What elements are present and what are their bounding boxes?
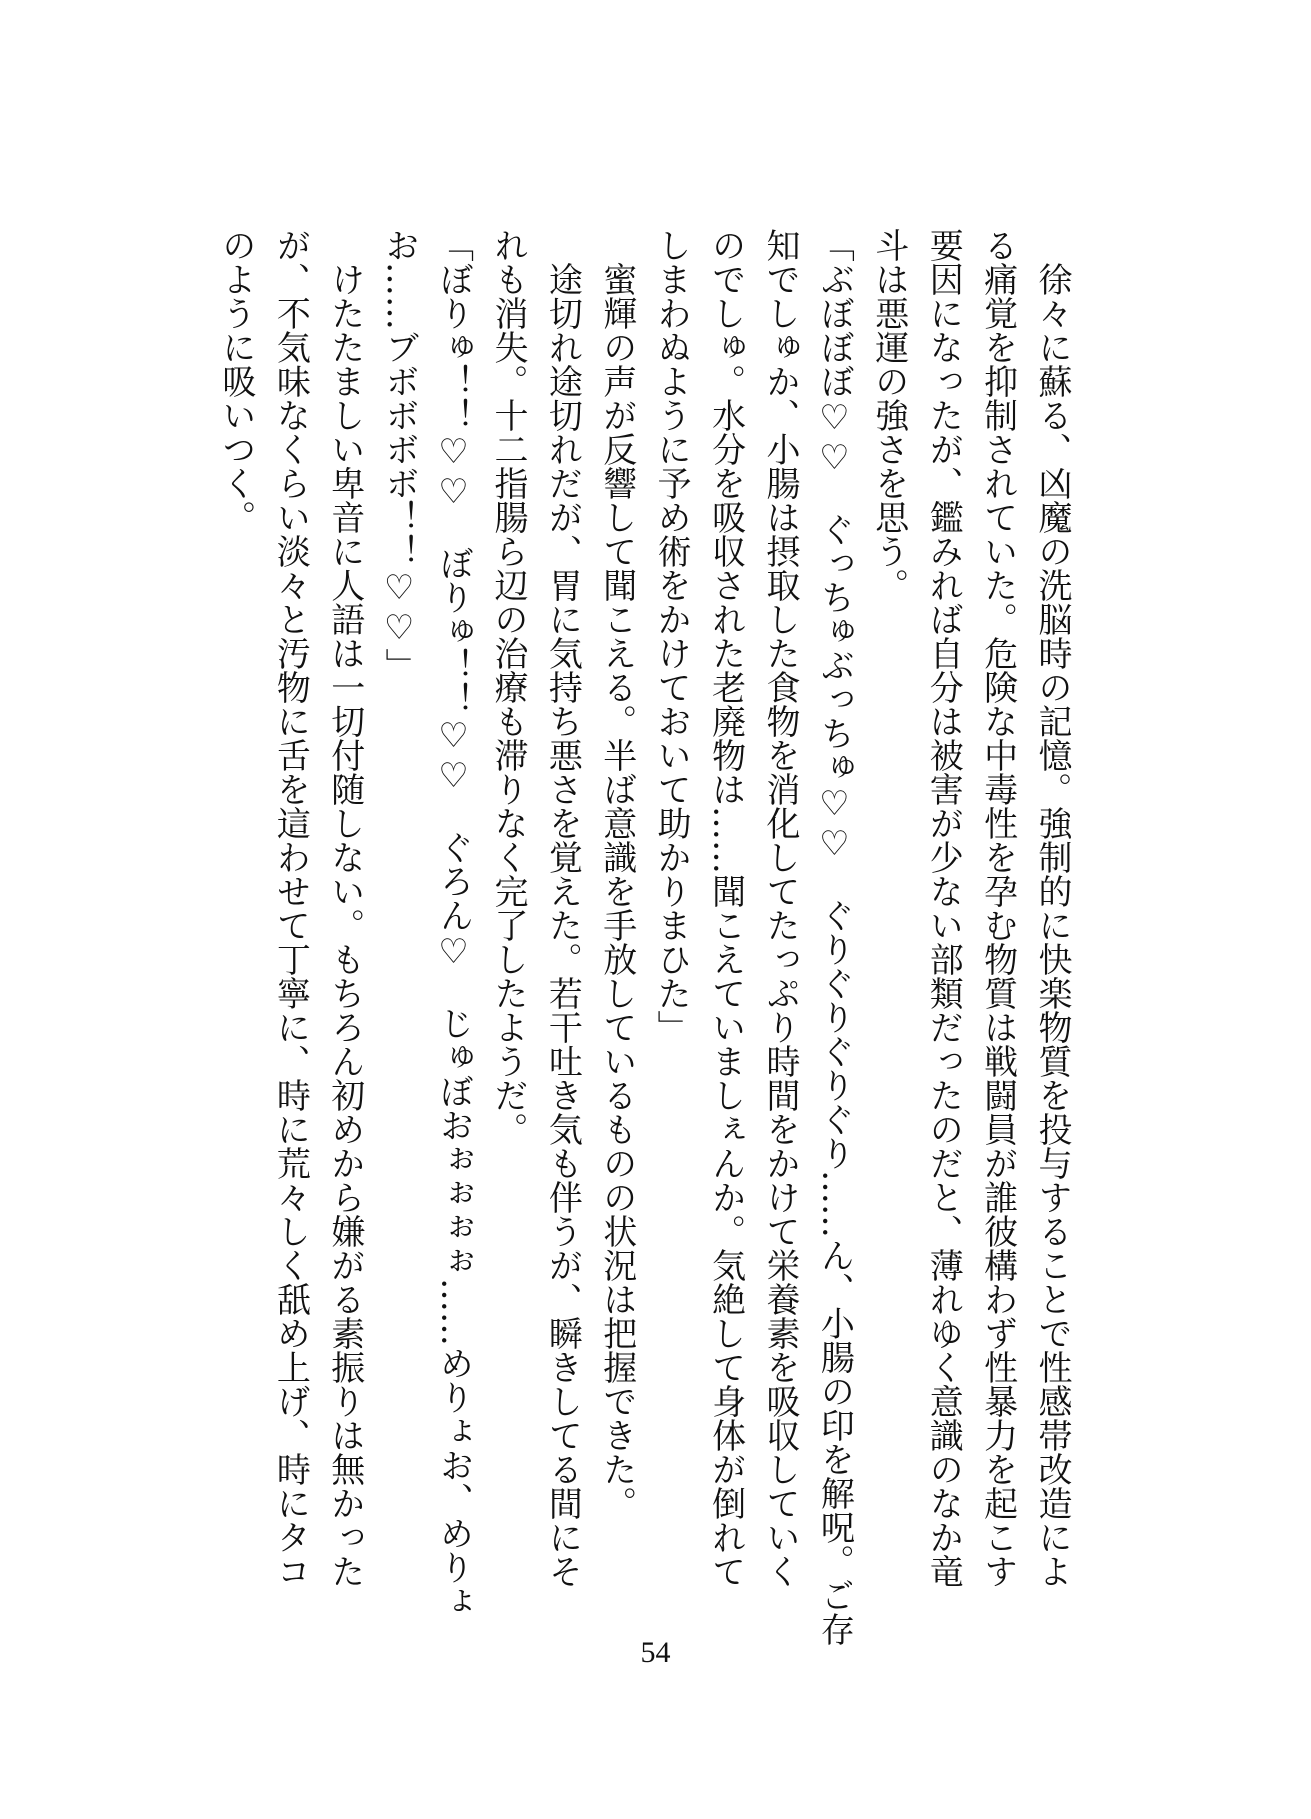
text-line: 「ぶぼぼぼ♡♡ ぐっちゅぶっちゅ♡♡ ぐりぐりぐりぐり……ん、小腸の印を解呪。ご存	[814, 228, 855, 1646]
text-line: る痛覚を抑制されていた。危険な中毒性を孕む物質は戦闘員が誰彼構わず性暴力を起こす	[977, 228, 1018, 1588]
text-line: 蜜輝の声が反響して聞こえる。半ば意識を手放しているものの状況は把握できた。	[596, 228, 637, 1520]
text-line: のように吸いつく。	[215, 228, 256, 534]
text-line: けたたましい卑音に人語は一切付随しない。もちろん初めから嫌がる素振りは無かった	[324, 228, 365, 1588]
text-line: れも消失。十二指腸ら辺の治療も滞りなく完了したようだ。	[487, 228, 528, 1146]
text-line: 徐々に蘇る、凶魔の洗脳時の記憶。強制的に快楽物質を投与することで性感帯改造によ	[1032, 228, 1072, 1588]
text-line: 「ぼりゅ！！♡♡ ぼりゅ！！♡♡ ぐろん♡ じゅぼおぉぉぉぉ……めりょお、めりょ	[433, 228, 474, 1618]
text-line: のでしゅ。水分を吸収された老廃物は……聞こえていましぇんか。気絶して身体が倒れて	[705, 228, 746, 1588]
text-line: お……ブボボボボ！！♡♡」	[379, 228, 420, 682]
text-line: 知でしゅか、小腸は摂取した食物を消化してたっぷり時間をかけて栄養素を吸収していく	[759, 228, 800, 1588]
text-line: 斗は悪運の強さを思う。	[868, 228, 909, 602]
text-line: しまわぬように予め術をかけておいて助かりまひた」	[651, 228, 692, 1044]
body-text	[209, 228, 1080, 1646]
page-number: 54	[640, 1636, 671, 1669]
text-line: 要因になったが、鑑みれば自分は被害が少ない部類だったのだと、薄れゆく意識のなか竜	[923, 228, 964, 1588]
text-line: 途切れ途切れだが、胃に気持ち悪さを覚えた。若干吐き気も伴うが、瞬きしてる間にそ	[542, 228, 583, 1588]
text-line: が、不気味なくらい淡々と汚物に舌を這わせて丁寧に、時に荒々しく舐め上げ、時にタコ	[270, 228, 311, 1588]
